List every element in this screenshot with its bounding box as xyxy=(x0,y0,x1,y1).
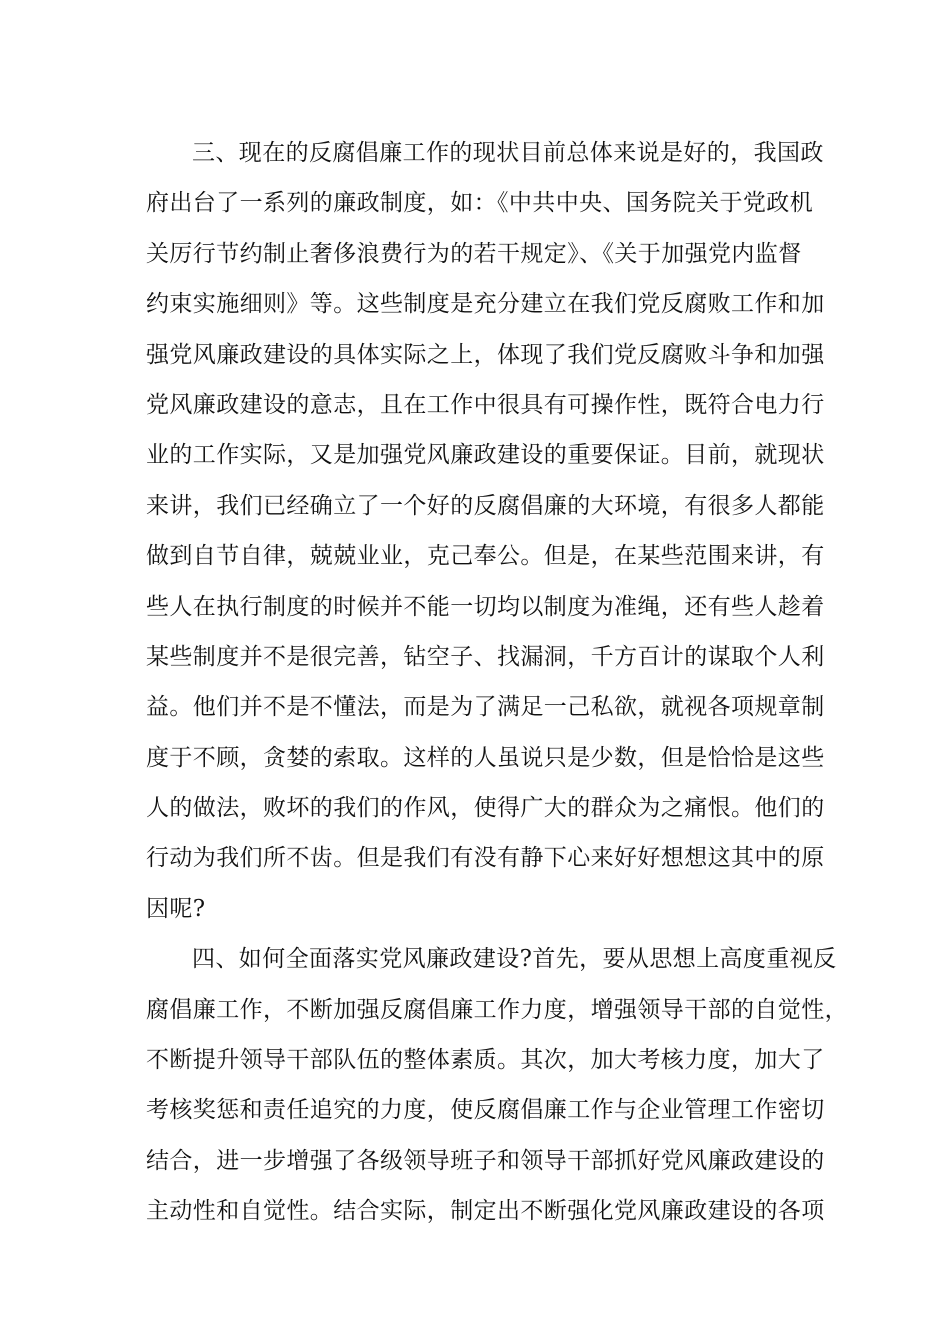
paragraph-section-three xyxy=(146,128,825,934)
text-line: 约束实施细则》等。这些制度是充分建立在我们党反腐败工作和加 xyxy=(146,291,825,318)
text-line: 关厉行节约制止奢侈浪费行为的若干规定》、《关于加强党内监督 xyxy=(146,240,802,267)
text-line: 益。他们并不是不懂法，而是为了满足一己私欲，就视各项规章制 xyxy=(146,694,825,721)
text-line: 业的工作实际，又是加强党风廉政建设的重要保证。目前，就现状 xyxy=(146,442,825,469)
document-body xyxy=(146,128,848,1237)
text-line: 三、现在的反腐倡廉工作的现状目前总体来说是好的，我国政 xyxy=(192,140,824,166)
paragraph-section-four xyxy=(146,934,848,1236)
text-line: 来讲，我们已经确立了一个好的反腐倡廉的大环境，有很多人都能 xyxy=(146,492,825,519)
text-line: 考核奖惩和责任追究的力度，使反腐倡廉工作与企业管理工作密切 xyxy=(146,1097,825,1124)
text-line: 结合，进一步增强了各级领导班子和领导干部抓好党风廉政建设的 xyxy=(146,1147,825,1174)
text-line: 某些制度并不是很完善，钻空子、找漏洞，千方百计的谋取个人利 xyxy=(146,643,825,670)
text-line: 强党风廉政建设的具体实际之上，体现了我们党反腐败斗争和加强 xyxy=(146,341,825,368)
text-line: 人的做法，败坏的我们的作风，使得广大的群众为之痛恨。他们的 xyxy=(146,795,825,822)
text-line: 四、如何全面落实党风廉政建设?首先，要从思想上高度重视反 xyxy=(192,946,837,973)
text-line: 因呢? xyxy=(146,895,206,922)
text-line: 府出台了一系列的廉政制度，如：《中共中央、国务院关于党政机 xyxy=(146,190,814,217)
text-line: 些人在执行制度的时候并不能一切均以制度为准绳，还有些人趁着 xyxy=(146,593,825,620)
text-line: 腐倡廉工作，不断加强反腐倡廉工作力度，增强领导干部的自觉性， xyxy=(146,996,848,1023)
text-line: 不断提升领导干部队伍的整体素质。其次，加大考核力度，加大了 xyxy=(146,1047,825,1074)
text-line: 做到自节自律，兢兢业业，克己奉公。但是，在某些范围来讲，有 xyxy=(146,543,825,570)
text-line: 度于不顾，贪婪的索取。这样的人虽说只是少数，但是恰恰是这些 xyxy=(146,744,825,771)
text-line: 党风廉政建设的意志，且在工作中很具有可操作性，既符合电力行 xyxy=(146,391,825,418)
text-line: 行动为我们所不齿。但是我们有没有静下心来好好想想这其中的原 xyxy=(146,845,825,872)
text-line: 主动性和自觉性。结合实际，制定出不断强化党风廉政建设的各项 xyxy=(146,1198,825,1225)
